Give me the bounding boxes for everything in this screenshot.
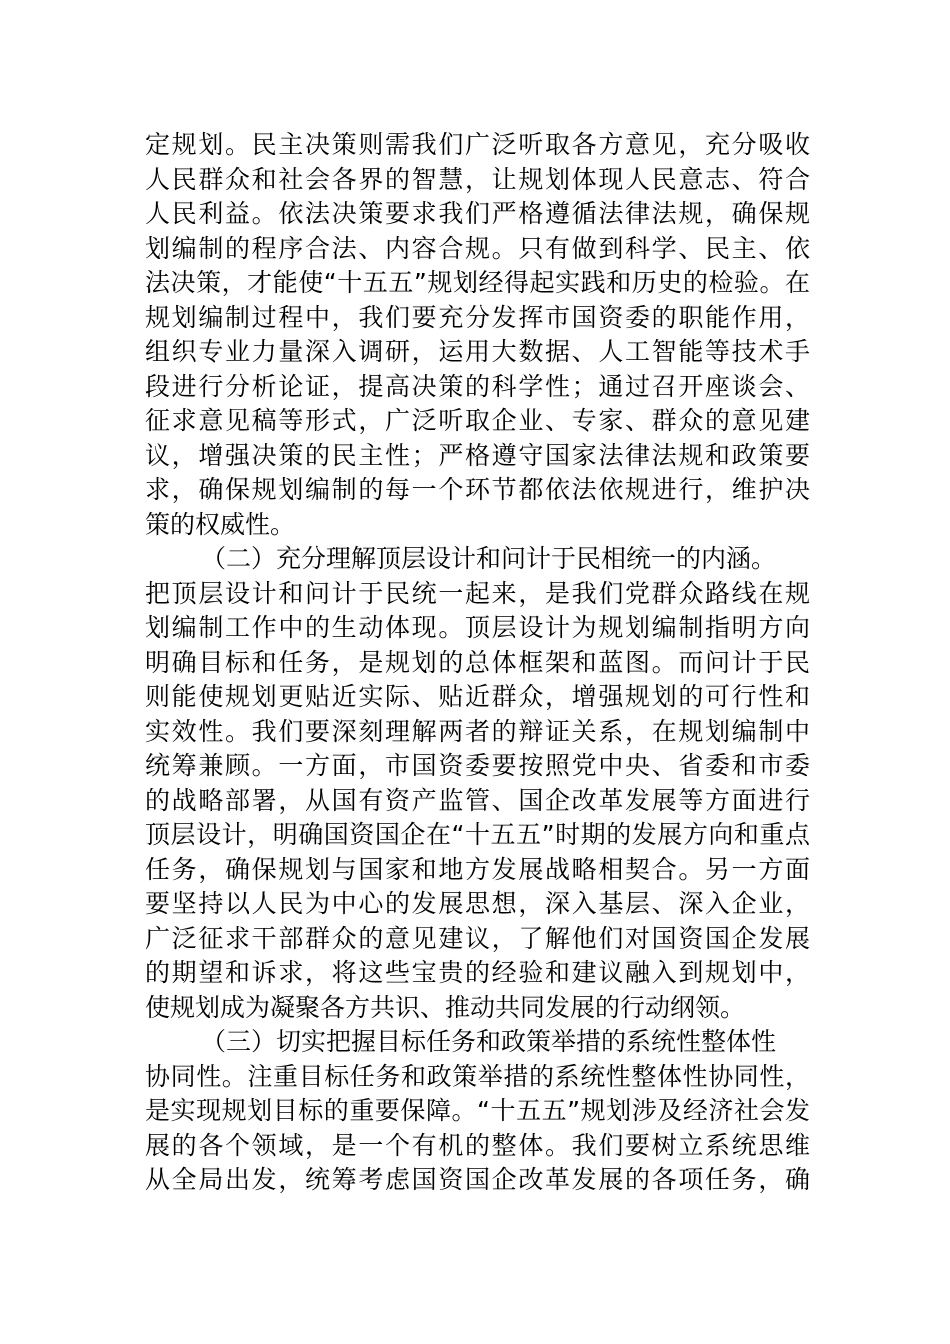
text-line: 使规划成为凝聚各方共识、推动共同发展的行动纲领。 xyxy=(145,992,746,1022)
text-line: 是实现规划目标的重要保障。“十五五”规划涉及经济社会发 xyxy=(145,1096,810,1125)
text-line: 征求意见稿等形式，广泛听取企业、专家、群众的意见建 xyxy=(145,406,810,435)
text-line: 顶层设计，明确国资国企在“十五五”时期的发展方向和重点 xyxy=(145,820,810,849)
text-line: 人民群众和社会各界的智慧，让规划体现人民意志、符合 xyxy=(145,164,810,194)
text-line: 划编制工作中的生动体现。顶层设计为规划编制指明方向 xyxy=(145,613,810,642)
text-line: 求，确保规划编制的每一个环节都依法依规进行，维护决 xyxy=(145,475,810,504)
text-line: 的期望和诉求，将这些宝贵的经验和建议融入到规划中， xyxy=(145,958,810,987)
text-line: 实效性。我们要深刻理解两者的辩证关系，在规划编制中 xyxy=(145,716,810,746)
text-line: 议，增强决策的民主性；严格遵守国家法律法规和政策要 xyxy=(145,440,810,470)
text-line: 从全局出发，统筹考虑国资国企改革发展的各项任务，确 xyxy=(145,1165,810,1194)
text-line: 人民利益。依法决策要求我们严格遵循法律法规，确保规 xyxy=(145,199,810,228)
text-line: 广泛征求干部群众的意见建议，了解他们对国资国企发展 xyxy=(145,923,810,953)
text-line: 把顶层设计和问计于民统一起来，是我们党群众路线在规 xyxy=(145,578,810,608)
text-line: 统筹兼顾。一方面，市国资委要按照党中央、省委和市委 xyxy=(145,751,810,780)
text-line: 协同性。注重目标任务和政策举措的系统性整体性协同性， xyxy=(145,1061,810,1091)
text-line: 任务，确保规划与国家和地方发展战略相契合。另一方面 xyxy=(145,854,810,884)
section-heading: （二）充分理解顶层设计和问计于民相统一的内涵。 xyxy=(201,544,777,573)
document-body xyxy=(145,128,810,1198)
text-line: 要坚持以人民为中心的发展思想，深入基层、深入企业， xyxy=(145,889,810,918)
text-line: 段进行分析论证，提高决策的科学性；通过召开座谈会、 xyxy=(145,371,810,401)
text-line: 法决策，才能使“十五五”规划经得起实践和历史的检验。在 xyxy=(145,268,810,297)
section-heading: （三）切实把握目标任务和政策举措的系统性整体性 xyxy=(201,1027,777,1056)
text-line: 组织专业力量深入调研，运用大数据、人工智能等技术手 xyxy=(145,337,810,366)
text-line: 则能使规划更贴近实际、贴近群众，增强规划的可行性和 xyxy=(145,682,810,711)
text-line: 划编制的程序合法、内容合规。只有做到科学、民主、依 xyxy=(145,233,810,263)
text-line: 展的各个领域，是一个有机的整体。我们要树立系统思维 xyxy=(145,1130,810,1160)
text-line: 的战略部署，从国有资产监管、国企改革发展等方面进行 xyxy=(145,785,810,815)
text-line: 定规划。民主决策则需我们广泛听取各方意见，充分吸收 xyxy=(145,130,810,159)
text-line: 策的权威性。 xyxy=(145,509,296,539)
text-line: 明确目标和任务，是规划的总体框架和蓝图。而问计于民 xyxy=(145,647,810,677)
text-line: 规划编制过程中，我们要充分发挥市国资委的职能作用， xyxy=(145,302,810,332)
